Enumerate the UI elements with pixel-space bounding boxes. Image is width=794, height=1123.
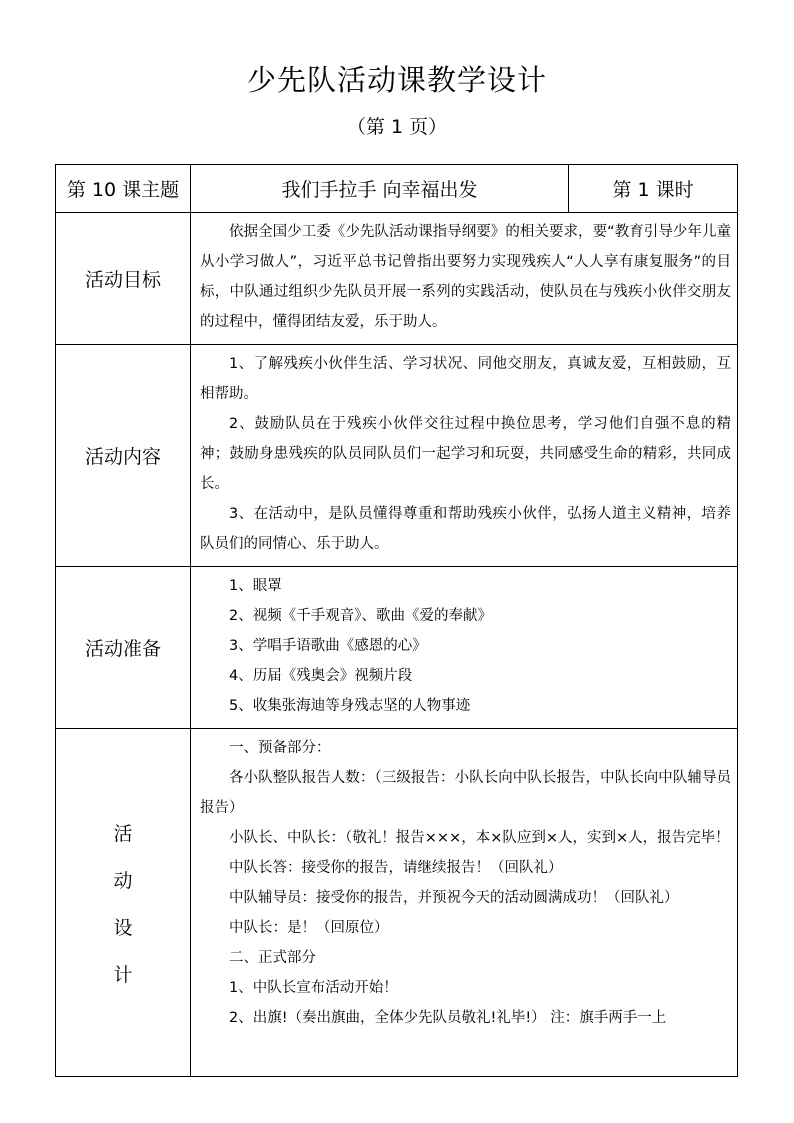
content-row <box>56 345 738 567</box>
design-label-char: 设 <box>113 916 133 939</box>
header-row <box>56 165 738 213</box>
design-label-char: 活 <box>113 822 133 845</box>
lesson-plan-table <box>55 164 738 1077</box>
design-line: 一、预备部分： <box>229 740 331 756</box>
design-line: 二、正式部分 <box>229 950 316 966</box>
design-label-char: 计 <box>113 963 133 986</box>
goal-text: 依据全国少工委《少先队活动课指导纲要》的相关要求，要“教育引导少年儿童从小学习做人”，习近平总书记曾指出要努力实现残疾人“人人享有康复服务”的目标，中队通过组织少先队员开展一系列的实践活动，使队员在与残疾小伙伴交朋友的过程中，懂得团结友爱，乐于助人。 <box>200 224 731 330</box>
design-line: 各小队整队报告人数：（三级报告：小队长向中队长报告，中队长向中队辅导员报告） <box>200 770 731 816</box>
lesson-topic-cell: 我们手拉手 向幸福出发 <box>191 165 569 213</box>
content-item: 1、了解残疾小伙伴生活、学习状况、同他交朋友，真诚友爱，互相鼓励，互相帮助。 <box>200 356 731 402</box>
preparation-cell <box>191 567 738 729</box>
preparation-row <box>56 567 738 729</box>
goal-label: 活动目标 <box>56 213 191 345</box>
design-label-char: 动 <box>113 869 133 892</box>
design-cell <box>191 729 738 1077</box>
lesson-number-cell: 第 10 课主题 <box>56 165 191 213</box>
content-item: 3、在活动中，是队员懂得尊重和帮助残疾小伙伴，弘扬人道主义精神，培养队员们的同情心、乐于助人。 <box>200 506 731 552</box>
design-line: 小队长、中队长：（敬礼！报告×××，本×队应到×人，实到×人，报告完毕！ <box>229 830 730 846</box>
content-item: 2、鼓励队员在于残疾小伙伴交往过程中换位思考，学习他们自强不息的精神；鼓励身患残疾的队员同队员们一起学习和玩耍，共同感受生命的精彩，共同成长。 <box>200 416 731 492</box>
content-label: 活动内容 <box>56 345 191 567</box>
preparation-item: 2、视频《千手观音》、歌曲《爱的奉献》 <box>229 608 492 624</box>
preparation-item: 4、历届《残奥会》视频片段 <box>229 668 413 684</box>
preparation-item: 3、学唱手语歌曲《感恩的心》 <box>229 638 427 654</box>
design-line: 中队长答：接受你的报告，请继续报告！（回队礼） <box>229 860 563 876</box>
preparation-label: 活动准备 <box>56 567 191 729</box>
design-label <box>56 729 191 1077</box>
design-line: 中队长：是！（回原位） <box>229 920 389 936</box>
content-cell <box>191 345 738 567</box>
design-line: 中队辅导员：接受你的报告，并预祝今天的活动圆满成功！（回队礼） <box>229 890 679 906</box>
preparation-item: 5、收集张海迪等身残志坚的人物事迹 <box>229 698 471 714</box>
design-line: 1、中队长宣布活动开始！ <box>229 980 398 996</box>
goal-cell <box>191 213 738 345</box>
goal-row <box>56 213 738 345</box>
lesson-period-cell: 第 1 课时 <box>569 165 738 213</box>
design-row <box>56 729 738 1077</box>
preparation-item: 1、眼罩 <box>229 578 282 594</box>
page-title: 少先队活动课教学设计 <box>246 63 547 97</box>
page-number-label: （第 1 页） <box>346 116 448 138</box>
design-line: 2、出旗!（奏出旗曲，全体少先队员敬礼!礼毕!） 注：旗手两手一上 <box>229 1010 667 1026</box>
